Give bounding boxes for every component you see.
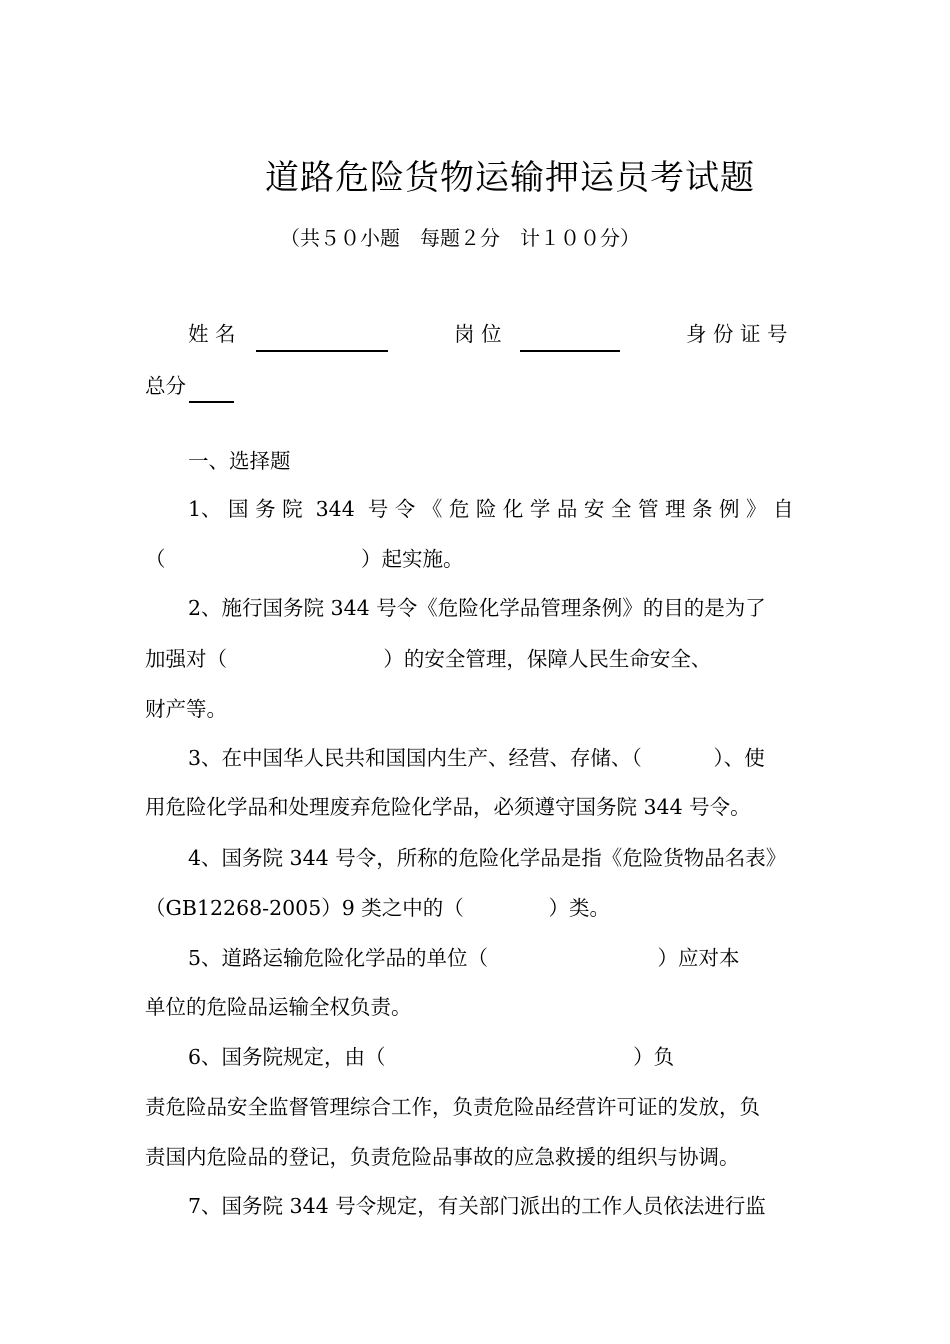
question-line: 6、国务院规定，由（ ）负	[188, 1045, 675, 1069]
question-line: 7、国务院 344 号令规定，有关部门派出的工作人员依法进行监	[188, 1194, 766, 1218]
name-field[interactable]	[256, 328, 388, 352]
question-line: 用危险化学品和处理废弃危险化学品，必须遵守国务院 344 号令。	[145, 795, 751, 819]
question-line: 责国内危险品的登记，负责危险品事故的应急救援的组织与协调。	[145, 1145, 740, 1169]
question-line: 单位的危险品运输全权负责。	[145, 995, 412, 1019]
question-line: 3、在中国华人民共和国国内生产、经营、存储、（ ）、使	[188, 746, 765, 770]
section-title: 一、选择题	[188, 449, 291, 473]
question-line: 加强对（ ）的安全管理，保障人民生命安全、	[145, 647, 712, 671]
post-field[interactable]	[520, 328, 620, 352]
question-line: （ ）起实施。	[145, 547, 464, 571]
id-label: 身 份 证 号	[686, 322, 788, 346]
question-line: 财产等。	[145, 697, 227, 721]
question-line: 4、国务院 344 号令，所称的危险化学品是指《危险货物品名表》	[188, 846, 787, 870]
question-line: （GB12268-2005）9 类之中的（ ）类。	[145, 896, 611, 920]
question-line: 2、施行国务院 344 号令《危险化学品管理条例》的目的是为了	[188, 596, 766, 620]
page-subtitle: （共５０小题 每题２分 计１００分）	[280, 226, 640, 250]
question-line: 责危险品安全监督管理综合工作，负责危险品经营许可证的发放，负	[145, 1095, 760, 1119]
name-label: 姓 名	[188, 322, 236, 346]
question-line: 5、道路运输危险化学品的单位（ ）应对本	[188, 946, 740, 970]
question-line: 1、 国 务 院 344 号 令 《 危 险 化 学 品 安 全 管 理 条 例 》 自	[188, 497, 794, 521]
post-label: 岗 位	[454, 322, 502, 346]
score-label: 总分	[145, 374, 186, 398]
score-field[interactable]	[189, 379, 234, 403]
page-title: 道路危险货物运输押运员考试题	[265, 158, 755, 198]
